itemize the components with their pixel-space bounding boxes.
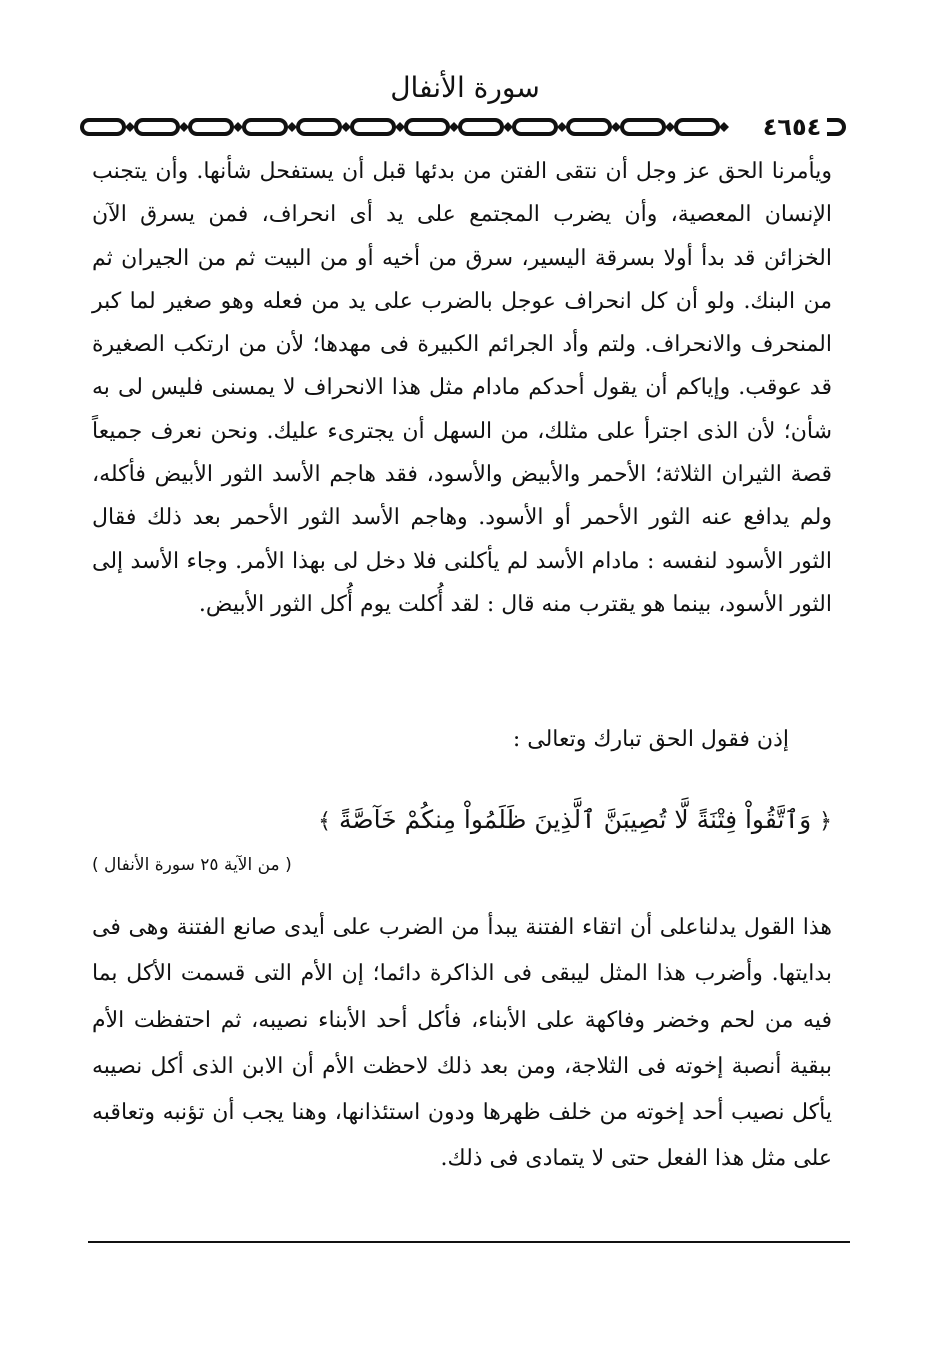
chain-diamond	[449, 122, 459, 132]
chain-diamond	[611, 122, 621, 132]
chain-diamond	[341, 122, 351, 132]
verse-open-bracket: ﴿	[819, 809, 832, 834]
chain-diamond	[287, 122, 297, 132]
chain-link	[352, 120, 394, 134]
chain-link	[676, 120, 718, 134]
chain-link	[244, 120, 286, 134]
chain-diamond	[125, 122, 135, 132]
ornamental-border	[78, 112, 850, 142]
chain-link	[82, 120, 124, 134]
chain-diamond	[233, 122, 243, 132]
paragraph-1: ويأمرنا الحق عز وجل أن نتقى الفتن من بدئها قبل أن يستفحل شأنها. وأن يتجنب الإنسان المعصية، وأن يضرب المجتمع على يد أى انحراف، فمن يسرق الآن الخزائن قد بدأ أولا بسرقة اليسير، سرق من أخيه أو من البيت ثم من الجيران ثم من البنك. ولو أن كل انحراف عوجل بالضرب على يد من فعله وهو صغير لما كبر المنحرف والانحراف. ولتم وأد الجرائم الكبيرة فى مهدها؛ لأن من ارتكب الصغيرة قد عوقب. وإياكم أن يقول أحدكم مادام مثل هذا الانحراف لا يمسنى فليس لى به شأن؛ لأن الذى اجترأ على مثلك، من السهل أن يجترىء عليك. ونحن نعرف جميعاً قصة الثيران الثلاثة؛ الأحمر والأبيض والأسود، فقد هاجم الأسد الثور الأبيض فأكله، ولم يدافع عنه الثور الأحمر أو الأسود. وهاجم الأسد الثور الأحمر بعد ذلك فقال الثور الأسود لنفسه : مادام الأسد لم يأكلنى فلا دخل لى بهذا الأمر. وجاء الأسد إلى الثور الأسود، بينما هو يقترب منه قال : لقد أُكلت يوم أُكل الثور الأبيض.	[92, 159, 832, 617]
chain-diamond	[665, 122, 675, 132]
surah-title: سورة الأنفال	[390, 71, 540, 104]
verse-close-bracket: ﴾	[318, 809, 331, 834]
verse-text: وَٱتَّقُواْ فِتْنَةً لَّا تُصِيبَنَّ ٱلَّذِينَ ظَلَمُواْ مِنكُمْ خَآصَّةً	[338, 805, 812, 834]
chain-diamond	[179, 122, 189, 132]
page-number: ٤٦٥٤	[757, 112, 827, 142]
chain-diamond	[503, 122, 513, 132]
chain-link	[298, 120, 340, 134]
chain-link	[460, 120, 502, 134]
chain-link	[136, 120, 178, 134]
chain-link	[622, 120, 664, 134]
paragraph-2: هذا القول يدلناعلى أن اتقاء الفتنة يبدأ من الضرب على أيدى صانع الفتنة وهى فى بدايتها. وأضرب هذا المثل ليبقى فى الذاكرة دائما؛ إن الأم التى قسمت الأكل بما فيه من لحم وخضر وفاكهة على الأبناء، فأكل أحد الأبناء نصيبه، ثم احتفظت الأم ببقية أنصبة إخوته فى الثلاجة، ومن بعد ذلك لاحظت الأم أن الابن الذى أكل نصيبه يأكل نصيب أحد إخوته من خلف ظهرها ودون استئذانها، وهنا يجب أن تؤنبه وتعاقبه على مثل هذا الفعل حتى لا يتمادى فى ذلك.	[92, 915, 832, 1172]
bottom-rule	[88, 1241, 850, 1243]
verse-intro: إذن فقول الحق تبارك وتعالى :	[512, 727, 789, 752]
chain-link	[514, 120, 556, 134]
chain-link	[568, 120, 610, 134]
quran-verse	[318, 798, 832, 844]
chain-diamond	[557, 122, 567, 132]
chain-diamond	[395, 122, 405, 132]
chain-ornament-icon	[78, 112, 850, 142]
chain-diamond	[719, 122, 729, 132]
chain-link	[406, 120, 448, 134]
chain-link	[190, 120, 232, 134]
verse-citation: ( من الآية ٢٥ سورة الأنفال )	[92, 855, 292, 875]
